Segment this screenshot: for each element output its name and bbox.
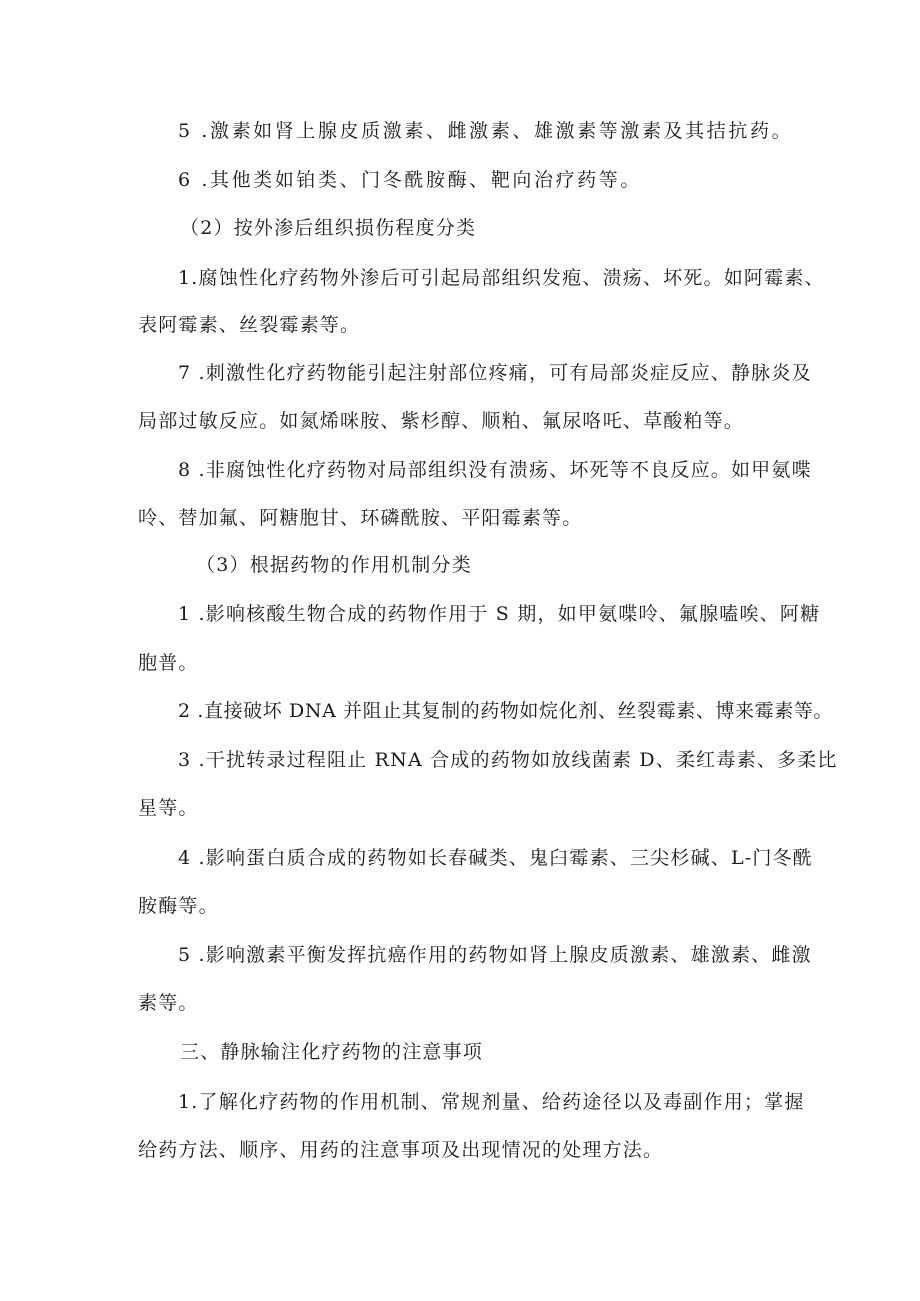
paragraph-irritant-line1: 7 .刺激性化疗药物能引起注射部位疼痛，可有局部炎症反应、静脉炎及 <box>178 362 812 384</box>
paragraph-hormones: 5 .激素如肾上腺皮质激素、雌激素、雄激素等激素及其拮抗药。 <box>178 120 794 142</box>
paragraph-hormone-balance-line2: 素等。 <box>138 992 199 1014</box>
paragraph-hormone-balance-line1: 5 .影响激素平衡发挥抗癌作用的药物如肾上腺皮质激素、雄激素、雌激 <box>178 944 812 966</box>
paragraph-noncorrosive-line1: 8 .非腐蚀性化疗药物对局部组织没有溃疡、坏死等不良反应。如甲氨喋 <box>178 459 812 481</box>
paragraph-nucleic-line2: 胞普。 <box>138 652 199 674</box>
paragraph-nucleic-line1: 1 .影响核酸生物合成的药物作用于 S 期，如甲氨喋呤、氟腺嗑唉、阿糖 <box>178 603 821 625</box>
section-heading-mechanism: （3）根据药物的作用机制分类 <box>196 554 472 576</box>
paragraph-rna-line2: 星等。 <box>138 797 199 819</box>
paragraph-corrosive-line2: 表阿霉素、丝裂霉素等。 <box>138 314 361 336</box>
paragraph-protein-line2: 胺酶等。 <box>138 895 219 917</box>
paragraph-irritant-line2: 局部过敏反应。如氮烯咪胺、紫杉醇、顺粕、氟尿咯吒、草酸粕等。 <box>138 410 745 432</box>
paragraph-noncorrosive-line2: 呤、替加氟、阿糖胞甘、环磷酰胺、平阳霉素等。 <box>138 507 583 529</box>
paragraph-precaution1-line2: 给药方法、顺序、用药的注意事项及出现情况的处理方法。 <box>138 1139 664 1161</box>
paragraph-corrosive-line1: 1.腐蚀性化疗药物外渗后可引起局部组织发疱、溃疡、坏死。如阿霉素、 <box>178 267 825 289</box>
paragraph-precaution1-line1: 1.了解化疗药物的作用机制、常规剂量、给药途径以及毒副作用；掌握 <box>178 1091 805 1113</box>
paragraph-rna-line1: 3 .干扰转录过程阻止 RNA 合成的药物如放线菌素 D、柔红毒素、多柔比 <box>178 749 838 771</box>
paragraph-protein-line1: 4 .影响蛋白质合成的药物如长春碱类、鬼臼霉素、三尖杉碱、L-门冬酰 <box>178 847 814 869</box>
section-heading-precautions: 三、静脉输注化疗药物的注意事项 <box>180 1041 484 1063</box>
paragraph-others: 6 .其他类如铂类、门冬酰胺酶、靶向治疗药等。 <box>178 169 642 191</box>
paragraph-dna: 2 .直接破坏 DNA 并阻止其复制的药物如烷化剂、丝裂霉素、博来霉素等。 <box>178 700 834 722</box>
section-heading-extravasation: （2）按外渗后组织损伤程度分类 <box>180 217 477 239</box>
